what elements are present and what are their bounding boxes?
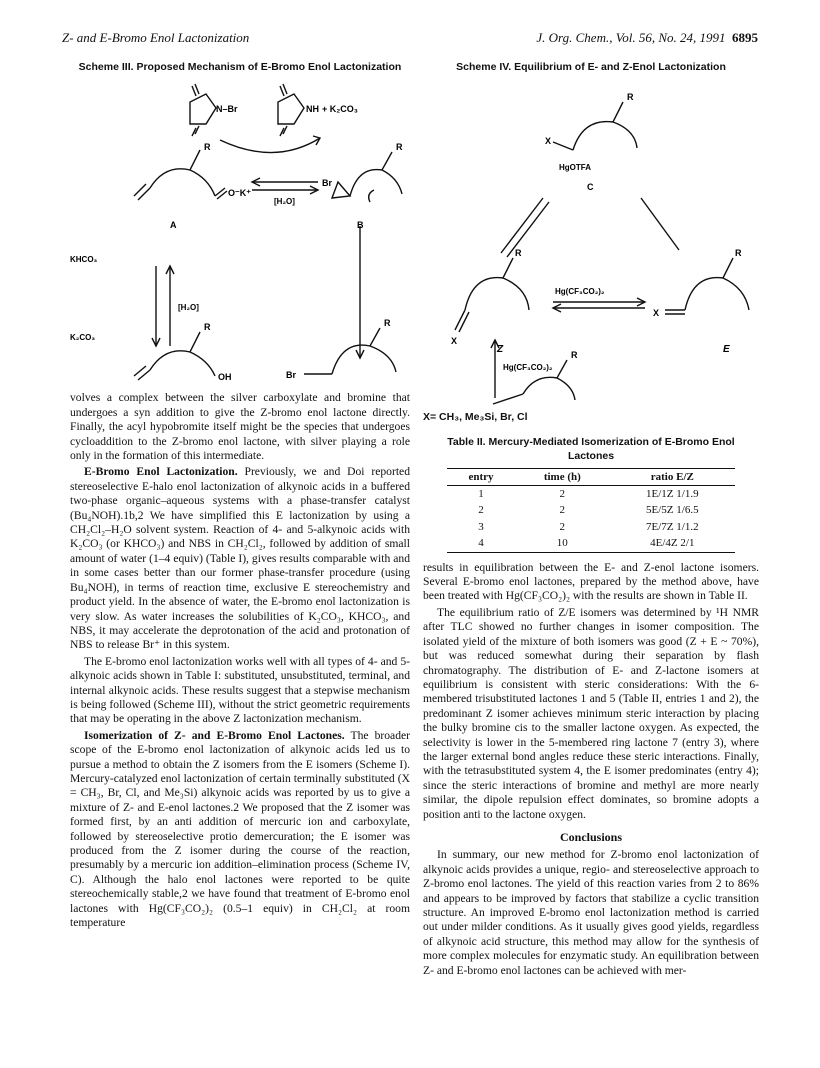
section2-title: Isomerization of Z- and E-Bromo Enol Lactones. — [84, 728, 345, 742]
conclusions-heading: Conclusions — [559, 829, 623, 844]
table-cell: 1 — [478, 488, 484, 501]
x-label-z: X — [451, 336, 458, 347]
table2 — [447, 468, 736, 553]
section1-text: Previously, we and Doi reported stereoselective E-halo enol lactonization of alkynoic acids in a buffered two-phase organic–aqueous systems with a phase-transfer catalyst (Bu₄NOH).1b,2 We have simplified this E lactonization by using a CH₂Cl₂–H₂O solvent system. Reaction of 4- and 5-alkynoic acids with K₂CO₃ (or KHCO₃) and NBS in CH₂Cl₂, followed by addition of small amount of water (1–4 equiv) (Table I), gives results comparable with and in some cases better than our former phase-transfer procedure (using Bu₄NOH), in terms of reaction time, exclusive E stereochemistry and product yield. In the absence of water, the E-bromo enol lactonization is very slow. As water increases the solubilities of K₂CO₃, KHCO₃, and NBS, it may accelerate the deprotonation of the acid and protonation of NBS to release Br⁺ in this system. — [70, 465, 410, 652]
r-label-alkyne: R — [571, 350, 578, 361]
table-row — [447, 502, 736, 518]
table2-col-time: time (h) — [543, 470, 581, 483]
k2co3-label: K₂CO₃ — [70, 333, 96, 343]
water-mid-label: [H₂O] — [178, 303, 199, 313]
r-label-product: R — [384, 318, 391, 329]
table-cell: 2 — [478, 504, 484, 517]
running-header-right — [536, 30, 758, 46]
r-label-e: R — [735, 248, 742, 259]
right-paragraph-1: results in equilibration between the E- and Z-enol lactone isomers. Several E-bromo enol lactones, prepared by the method above, have been treated with Hg(CF₃CO₂)₂ with the results are shown in Table II. — [423, 560, 759, 603]
table-cell: 2 — [559, 520, 566, 533]
left-paragraph: volves a complex between the silver carboxylate and bromine that undergoes a syn addition to give the Z-bromo enol lactone directly. Finally, the acyl hypobromite itself might be the species that undergoes cycloaddition to the Z-bromo enol lactone, with silver playing a role only in the formation of this intermediate. — [70, 391, 410, 463]
table2-caption: Table II. Mercury-Mediated Isomerization of E-Bromo Enol Lactones — [447, 435, 735, 463]
running-header-left: Z- and E-Bromo Enol Lactonization — [62, 30, 250, 45]
x-substituent-definition: X= CH₃, Me₃Si, Br, Cl — [423, 411, 528, 424]
r-label-z: R — [515, 248, 522, 259]
right-column — [423, 60, 759, 980]
table-cell: 10 — [556, 537, 568, 550]
r-label-a: R — [204, 142, 211, 153]
hgotfa-label: HgOTFA — [559, 163, 591, 173]
table2-col-ratio: ratio E/Z — [650, 470, 694, 483]
right-paragraph-2: The equilibrium ratio of Z/E isomers was determined by ¹H NMR after TLC showed no further changes in isomer composition. The isolated yield of the mixture of both isomers was good (Z + E ~ 70%), but was reduced somewhat during their separation by flash chromatography. The distribution of E- and Z-lactone isomers at equilibrium is consistent with steric considerations: With the 6-membered trisubstituted lactones 1 and 5 (Table II, entries 1 and 2), the predominant Z isomer achieves minimum steric interaction by placing the bulky bromine cis to the smaller lactone oxygen. As expected, the selectivity is lower in the 5-membered ring lactone 7 (entry 3), where the larger external bond angles reduce these steric interactions. Finally, with the tetrasubstituted system 4, the E isomer predominates (entry 4); since the steric interactions of bromine and methyl are more nearly similar, the dipole repulsion effect dominates, so bromine adopts a position anti to the lactone oxygen. — [423, 605, 759, 821]
x-label-c: X — [545, 136, 552, 147]
k2co3-top-label: + K₂CO₃ — [322, 104, 358, 115]
scheme3-caption: Scheme III. Proposed Mechanism of E-Bromo Enol Lactonization — [78, 61, 402, 73]
hgtfa-label: Hg(CF₃CO₂)₂ — [555, 287, 605, 297]
section2-text: The broader scope of the E-bromo enol lactonization of alkynoic acids led us to pursue a method to obtain the Z isomers from the E isomers (Scheme I). Mercury-catalyzed enol lactonization of certain terminally substituted (X = CH₃, Br, Cl, and Me₃Si) alkynoic acids was reported by us to give a mixture of Z- and E-enol lactones.2 We proposed that the Z isomer was formed first, by an anti addition of mercuric ion and carboxylate, followed by stereoselective protio demercuration; the E isomer was produced from the Z isomer during the course of the reaction, presumably by a mercuric ion addition–elimination process (Scheme IV, C). Although the halo enol lactones were reported to be quite stereochemically stable,2 we have found that treatment of E-bromo enol lactones with Hg(CF₃CO₂)₂ (0.5–1 equiv) in CH₂Cl₂ at room temperature — [70, 728, 410, 930]
table-cell: 4 — [478, 537, 484, 550]
bromonium-br-label: Br — [322, 178, 333, 189]
r-label-c: R — [627, 92, 634, 103]
water-label: [H₂O] — [274, 197, 295, 207]
nbr-label: N–Br — [216, 104, 238, 115]
section1-title: E-Bromo Enol Lactonization. — [84, 465, 238, 479]
table-row — [447, 486, 736, 503]
r-label-acid: R — [204, 322, 211, 333]
section2-paragraph — [70, 729, 410, 931]
page-number: 6895 — [732, 30, 758, 45]
table-cell: 1E/1Z 1/1.9 — [646, 488, 699, 501]
section1-paragraph — [70, 465, 410, 652]
section1-paragraph-2: The E-bromo enol lactonization works well with all types of 4- and 5-alkynoic acids shown in Table I: substituted, unsubstituted, terminal, and internal alkynoic acids. These results suggest that a stepwise mechanism is being followed (Scheme III), without the strict geometric requirements that may be operating in the above Z lactonization mechanism. — [70, 654, 410, 726]
hgtfa-up-label: Hg(CF₃CO₂)₂ — [503, 363, 553, 373]
scheme3-diagram — [70, 78, 410, 383]
table-cell: 2 — [559, 488, 566, 501]
table-cell: 7E/7Z 1/1.2 — [646, 520, 699, 533]
isomer-e-label: E — [723, 344, 730, 356]
intermediate-b-label: B — [357, 220, 364, 231]
x-label-e: X — [653, 308, 660, 319]
table-cell: 2 — [559, 504, 566, 517]
table2-col-entry: entry — [468, 470, 494, 483]
table-row — [447, 535, 736, 552]
table-row — [447, 519, 736, 535]
nh-label: NH — [306, 104, 319, 115]
table-cell: 3 — [478, 520, 484, 533]
r-label-b: R — [396, 142, 403, 153]
scheme4-diagram — [423, 78, 759, 408]
khco3-label: KHCO₃ — [70, 255, 98, 265]
carboxylate-label: O⁻K⁺ — [228, 188, 252, 199]
intermediate-c-label: C — [587, 182, 594, 193]
conclusions-paragraph: In summary, our new method for Z-bromo enol lactonization of alkynoic acids provides a unique, regio- and stereoselective approach to Z-bromo enol lactones. The yield of this reaction varies from 2 to 86% and appears to be improved by factors that stabilize a cyclic transition structure. An improved E-bromo enol lactonization method is carried out under milder conditions. As it usually gives good yields, regardless of alkynoic acid structure, this method may allow for the synthesis of more complex molecules for enzymatic study. An equilibration between Z- and E-bromo enol lactones can be achieved with mer- — [423, 848, 759, 977]
table-cell: 4E/4Z 2/1 — [650, 537, 695, 550]
oh-label: OH — [218, 372, 232, 383]
table-cell: 5E/5Z 1/6.5 — [646, 504, 699, 517]
product-br-label: Br — [286, 370, 297, 381]
isomer-z-label: Z — [497, 344, 504, 356]
scheme4-caption: Scheme IV. Equilibrium of E- and Z-Enol Lactonization — [456, 61, 726, 73]
left-column — [70, 60, 410, 932]
intermediate-a-label: A — [170, 220, 177, 231]
journal-citation: J. Org. Chem., Vol. 56, No. 24, 1991 — [536, 30, 726, 45]
